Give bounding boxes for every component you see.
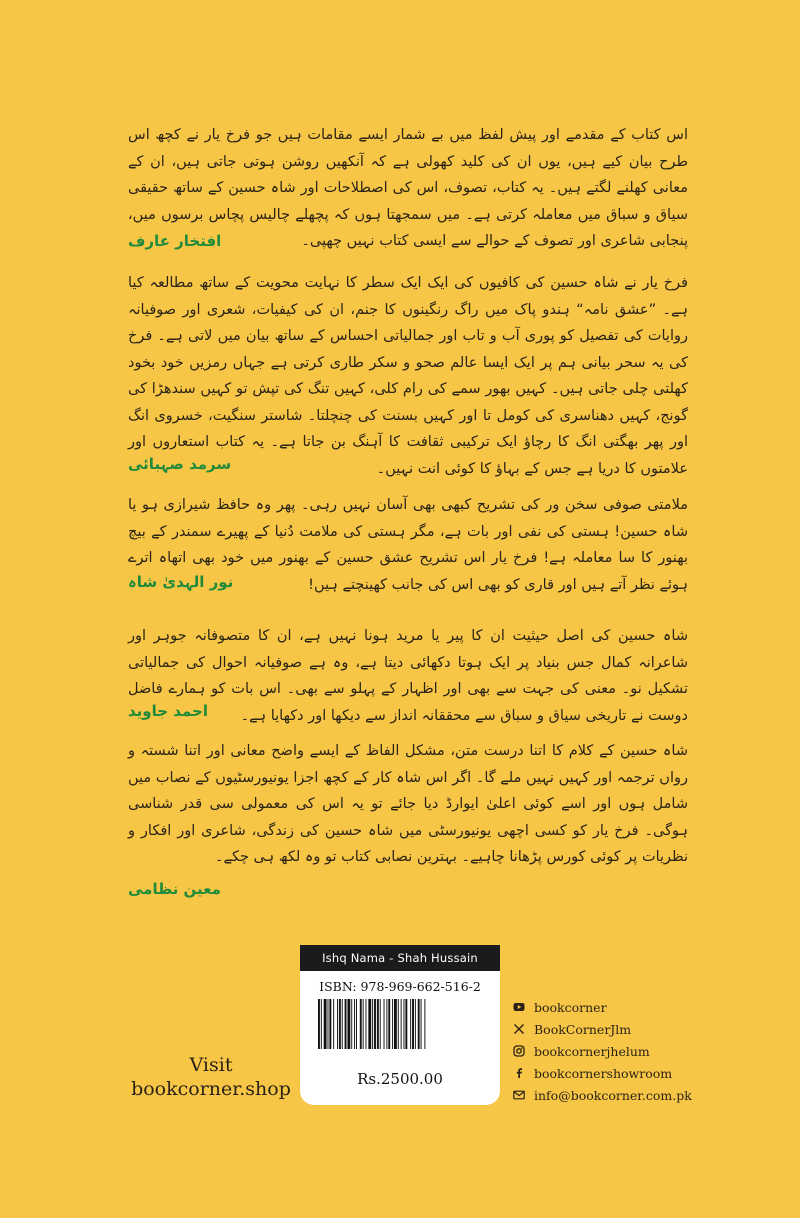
youtube-handle: bookcorner <box>534 999 607 1015</box>
social-youtube[interactable] <box>512 996 792 1018</box>
visit-label: Visit <box>189 1054 233 1076</box>
website-url[interactable]: bookcorner.shop <box>131 1078 291 1100</box>
price-label: Rs.2500.00 <box>357 1070 443 1088</box>
x-handle: BookCornerJlm <box>534 1021 632 1037</box>
barcode-card <box>300 945 500 1105</box>
email-address: info@bookcorner.com.pk <box>534 1087 692 1103</box>
social-x[interactable] <box>512 1018 792 1040</box>
instagram-icon <box>512 1044 526 1058</box>
reviewer-name-4: احمد جاوید <box>128 702 208 720</box>
x-icon <box>512 1022 526 1036</box>
facebook-icon <box>512 1066 526 1080</box>
review-paragraph-3: ملامتی صوفی سخن ور کی تشریح کبھی بھی آسان نہیں رہی۔ پھر وہ حافظ شیرازی ہو یا شاہ حسین! ہستی کی نفی اور بات ہے، مگر ہستی کی ملامت دُنیا کے پھیرے سمندر کے بیچ بھنور کا سا معاملہ ہے! فرخ یار اس تشریح عشق حسین کے بھنور میں خود بھی اتھاہ اترے ہوئے نظر آتے ہیں اور قاری کو بھی اس کی جانب کھینچتے ہیں! <box>128 497 688 593</box>
facebook-handle: bookcornershowroom <box>534 1065 673 1081</box>
youtube-icon <box>512 1000 526 1014</box>
email-icon <box>512 1088 526 1102</box>
reviewer-name-5: معین نظامی <box>128 880 221 898</box>
reviewer-name-1: افتخار عارف <box>128 232 222 250</box>
review-paragraph-2: فرخ یار نے شاہ حسین کی کافیوں کی ایک ایک سطر کا نہایت محویت کے ساتھ مطالعہ کیا ہے۔ ”عشق نامہ“ ہندو پاک میں راگ رنگینوں کا جنم، ان کی کیفیات، شعری اور صوفیانہ روایات کی تفصیل کو پوری آب و تاب اور جمالیاتی احساس کے ساتھ بیان میں لاتی ہے۔ فرخ کی یہ سحر بیانی ہم پر ایک ایسا عالم صحو و سکر طاری کرتی ہے جہاں رمزیں خود بخود کھلتی چلی جاتی ہیں۔ کہیں بھور سمے کی رام کلی، کہیں تنگ کی تپش تو کہیں سندھڑا کی گونج، کہیں دھناسری کی کومل تا اور کہیں بسنت کی چنچلتا۔ شاستر سنگیت، خسروی انگ اور پھر بھگتی انگ کا رچاؤ ایک ترکیبی ثقافت کا آہنگ بن جاتا ہے۔ یہ کتاب استعاروں اور علامتوں کا دریا ہے جس کے بہاؤ کا کوئی انت نہیں۔ <box>128 275 688 477</box>
instagram-handle: bookcornerjhelum <box>534 1043 650 1059</box>
social-instagram[interactable] <box>512 1040 792 1062</box>
visit-website[interactable] <box>126 1053 296 1101</box>
review-paragraph-5: شاہ حسین کے کلام کا اتنا درست متن، مشکل الفاظ کے ایسے واضح معانی اور اتنا شستہ و رواں ترجمہ اور کہیں نہیں ملے گا۔ اگر اس شاہ کار کے کچھ اجزا یونیورسٹیوں کے نصاب میں شامل ہوں اور اسے کوئی اعلیٰ ایوارڈ دیا جائے تو یہ اس کی معمولی سی قدر شناسی ہوگی۔ فرخ یار کو کسی اچھی یونیورسٹی میں شاہ حسین کی زندگی، شاعری اور افکار و نظریات پر کوئی کورس پڑھانا چاہیے۔ بہترین نصابی کتاب تو وہ لکھ ہی چکے۔ <box>128 743 688 865</box>
reviewer-name-2: سرمد صہبائی <box>128 455 232 473</box>
reviewer-name-3: نور الہدیٰ شاہ <box>128 573 234 591</box>
social-links <box>512 996 792 1106</box>
isbn-number: ISBN: 978-969-662-516-2 <box>319 979 481 994</box>
barcode-image <box>318 999 482 1049</box>
review-paragraph-4: شاہ حسین کی اصل حیثیت ان کا پیر یا مرید ہونا نہیں ہے، ان کا متصوفانہ جوہر اور شاعرانہ کمال جس بنیاد پر ایک ہوتا دکھائی دیتا ہے، وہ ہے صوفیانہ احوال کی جمالیاتی تشکیل نو۔ معنی کی جہت سے بھی اور اظہار کے پہلو سے بھی۔ اس بات کو ہمارے فاضل دوست نے تاریخی سیاق و سباق سے محققانہ انداز سے دیکھا اور دکھایا ہے۔ <box>128 628 688 724</box>
social-facebook[interactable] <box>512 1062 792 1084</box>
social-email[interactable] <box>512 1084 792 1106</box>
book-title-label: Ishq Nama - Shah Hussain <box>300 945 500 971</box>
review-paragraph-1: اس کتاب کے مقدمے اور پیش لفظ میں بے شمار ایسے مقامات ہیں جو فرخ یار نے کچھ اس طرح بیان کیے ہیں، یوں ان کی کلید کھولی ہے کہ آنکھیں روشن ہوتی جاتی ہیں، ان کے معانی کھلنے لگتے ہیں۔ یہ کتاب، تصوف، اس کی اصطلاحات اور شاہ حسین کے ساتھ حقیقی سیاق و سباق میں معاملہ کرتی ہے۔ میں سمجھتا ہوں کہ پچھلے چالیس پچاس برسوں میں، پنجابی شاعری اور تصوف کے حوالے سے ایسی کتاب نہیں چھپی۔ <box>128 127 688 249</box>
